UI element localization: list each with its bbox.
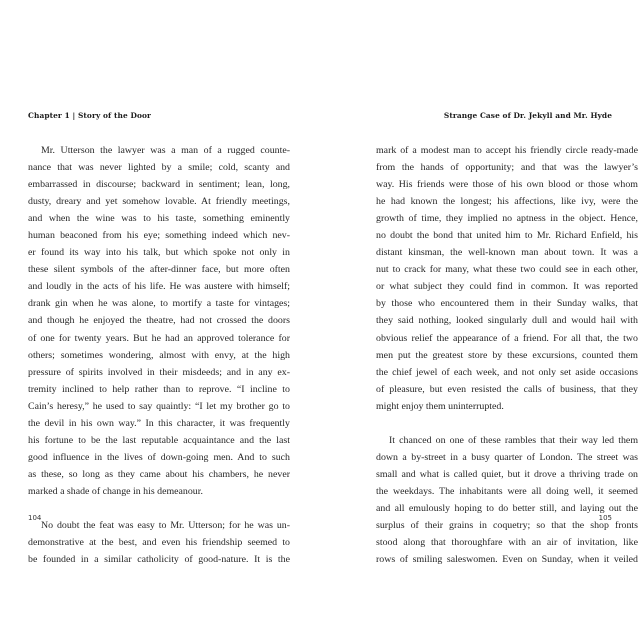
text-line: men put the greatest store by these excursions, counted them	[376, 349, 638, 361]
text-line: nance that was never lighted by a smile; cold, scanty and	[28, 162, 290, 174]
paragraph-gap	[28, 500, 290, 517]
text-line: they said nothing, looked singularly dull and would hail with	[376, 315, 638, 327]
text-line: small and what is called quiet, but it drove a thriving trade on	[376, 468, 638, 480]
text-line: dusty, dreary and yet somehow lovable. At friendly meetings,	[28, 196, 290, 208]
text-line: by those who encountered them in their Sunday walks, that	[376, 298, 638, 310]
text-line: mark of a modest man to accept his friendly circle ready-made	[376, 145, 638, 156]
text-line: Cain’s heresy,” he used to say quaintly: “I let my brother go to	[28, 400, 290, 412]
text-line: and loudly in the acts of his life. He was austere with himself;	[28, 281, 290, 293]
text-line: surplus of their grains in coquetry; so that the shop fronts	[376, 520, 638, 532]
text-line: No doubt the feat was easy to Mr. Utterson; for he was un-	[41, 520, 290, 532]
page-number-left: 104	[28, 514, 42, 522]
body-text-left	[28, 142, 290, 568]
text-line: might enjoy them uninterrupted.	[376, 400, 504, 412]
text-line: the chief jewel of each week, and not only set aside occasions	[376, 366, 638, 378]
text-line: marked a shade of change in his demeanour.	[28, 485, 203, 497]
text-line: of one for twenty years. But he had an approved tolerance for	[28, 332, 290, 344]
body-text-right	[376, 142, 638, 568]
text-line: his fortune to be the last reputable acquaintance and the last	[28, 434, 290, 446]
text-line: the weekdays. The inhabitants were all doing well, it seemed	[376, 485, 638, 497]
text-line: pressure of spirits involved in their misdeeds; and in any ex-	[28, 366, 290, 378]
text-line: of pleasure, but even resisted the calls of business, that they	[376, 383, 638, 395]
text-line: and when the wine was to his taste, something eminently	[28, 213, 290, 225]
text-line: stood along that thoroughfare with an air of invitation, like	[376, 537, 638, 549]
running-head-chapter: Chapter 1 | Story of the Door	[28, 111, 152, 120]
text-line: obvious relief the appearance of a friend. For all that, the two	[376, 332, 638, 344]
text-line: drank gin when he was alone, to mortify a taste for vintages;	[28, 298, 290, 310]
text-line: It chanced on one of these rambles that their way led them	[389, 434, 638, 446]
right-page	[322, 0, 640, 640]
text-line: way. His friends were those of his own blood or those whom	[376, 179, 638, 191]
running-head-title: Strange Case of Dr. Jekyll and Mr. Hyde	[443, 111, 612, 120]
text-line: no doubt the bond that united him to Mr. Richard Enfield, his	[376, 230, 638, 242]
text-line: er found its way into his talk, but which spoke not only in	[28, 247, 290, 259]
text-line: from the hands of opportunity; and that was the lawyer’s	[376, 162, 638, 174]
text-line: and all emulously hoping to do better still, and laying out the	[376, 502, 638, 514]
text-line: be founded in a similar catholicity of good-nature. It is the	[28, 554, 290, 566]
text-line: these silent symbols of the after-dinner face, but more often	[28, 264, 290, 276]
text-line: embarrassed in discourse; backward in sentiment; lean, long,	[28, 179, 290, 191]
text-line: demonstrative at the best, and even his friendship seemed to	[28, 537, 290, 549]
page-number-right: 105	[598, 514, 612, 522]
text-line: good influence in the lives of down-going men. And to such	[28, 451, 290, 463]
text-line: tremity inclined to help rather than to reprove. “I incline to	[28, 383, 290, 395]
text-line: he had known the longest; his affections, like ivy, were the	[376, 196, 638, 208]
text-line: others; sometimes wondering, almost with envy, at the high	[28, 349, 290, 361]
text-line: and though he enjoyed the theatre, had not crossed the doors	[28, 315, 290, 327]
text-line: Mr. Utterson the lawyer was a man of a rugged counte-	[41, 145, 290, 156]
text-line: human beaconed from his eye; something indeed which nev-	[28, 230, 290, 242]
text-line: or what subject they could find in common. It was reported	[376, 281, 638, 293]
text-line: down a by-street in a busy quarter of London. The street was	[376, 451, 638, 463]
text-line: growth of time, they implied no aptness in the object. Hence,	[376, 213, 638, 225]
text-line: rows of smiling saleswomen. Even on Sunday, when it veiled	[376, 554, 638, 566]
left-page	[0, 0, 318, 640]
text-line: nut to crack for many, what these two could see in each other,	[376, 264, 638, 276]
paragraph-gap	[376, 415, 638, 432]
text-line: as these, so long as they came about his chambers, he never	[28, 468, 290, 480]
text-line: distant kinsman, the well-known man about town. It was a	[376, 247, 638, 259]
text-line: the devil in his own way.” In this character, it was frequently	[28, 417, 290, 429]
